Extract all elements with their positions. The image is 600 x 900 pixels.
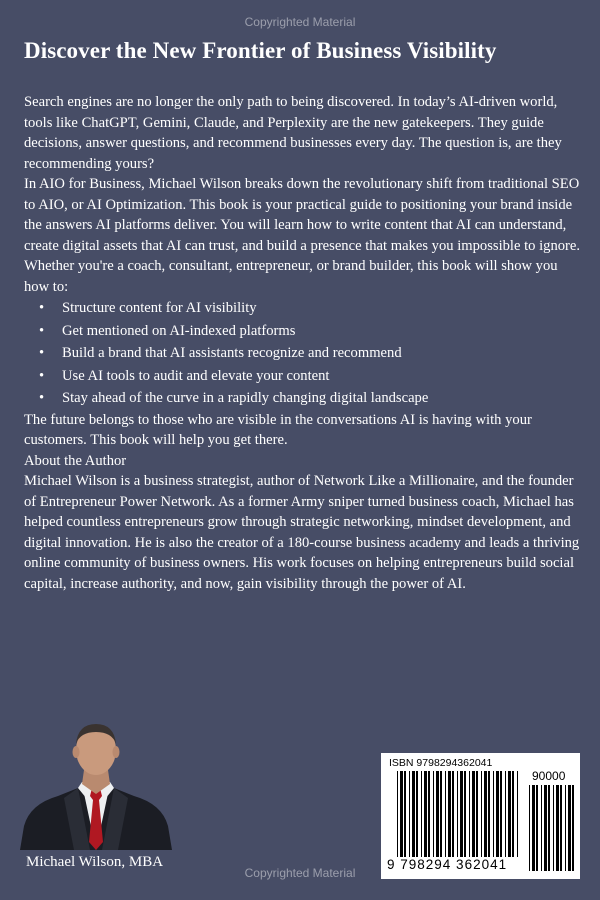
closing-paragraph: The future belongs to those who are visible in the conversations AI is having with your customers. This book will help you get there. (24, 411, 532, 448)
list-item: • Build a brand that AI assistants recognize and recommend (24, 342, 582, 365)
list-item: • Structure content for AI visibility (24, 297, 582, 320)
about-author-text: Michael Wilson is a business strategist, author of Network Like a Millionaire, and the founder of Entrepreneur Power Network. As a former Army sniper turned business coach, Michael has helped countless entrepreneurs grow through strategic networking, mindset development, and digital innovation. He is also the creator of a 180-course business academy and leads a thriving online community of business owners. His work focuses on helping entrepreneurs build social capital, increase authority, and now, gain visibility through the power of AI. (24, 473, 580, 592)
benefits-list (24, 297, 582, 410)
book-summary-paragraph: In AIO for Business, Michael Wilson breaks down the revolutionary shift from traditional SEO to AIO, or AI Optimization. This book is your practical guide to positioning your brand inside the answers AI platforms deliver. You will learn how to write content that AI can understand, create digital assets that AI can trust, and build a presence that makes you impossible to ignore. (24, 176, 581, 254)
watermark-top: Copyrighted Material (244, 15, 356, 29)
description-block (24, 92, 582, 594)
isbn-label: ISBN 9798294362041 (389, 757, 493, 769)
author-photo (20, 718, 172, 850)
intro-paragraph: Search engines are no longer the only path to being discovered. In today’s AI-driven world, tools like ChatGPT, Gemini, Claude, and Perplexity are the new gatekeepers. They guide decisions, answer questions, and recommend businesses every day. The question is, are they recommending yours? (24, 94, 562, 172)
back-cover-title: Discover the New Frontier of Business Visibility (24, 38, 497, 63)
watermark-bottom: Copyrighted Material (244, 866, 356, 880)
list-item: • Stay ahead of the curve in a rapidly changing digital landscape (24, 387, 582, 410)
barcode-box (381, 753, 580, 879)
author-portrait-icon (20, 718, 172, 850)
barcode-digits: 9 798294 362041 (387, 857, 508, 872)
list-item: • Use AI tools to audit and elevate your content (24, 365, 582, 388)
list-item: • Get mentioned on AI-indexed platforms (24, 320, 582, 343)
about-author-heading: About the Author (24, 452, 127, 469)
audience-paragraph: Whether you're a coach, consultant, entrepreneur, or brand builder, this book will show you how to: (24, 258, 558, 295)
author-caption: Michael Wilson, MBA (26, 854, 164, 870)
price-code: 90000 (532, 769, 566, 783)
